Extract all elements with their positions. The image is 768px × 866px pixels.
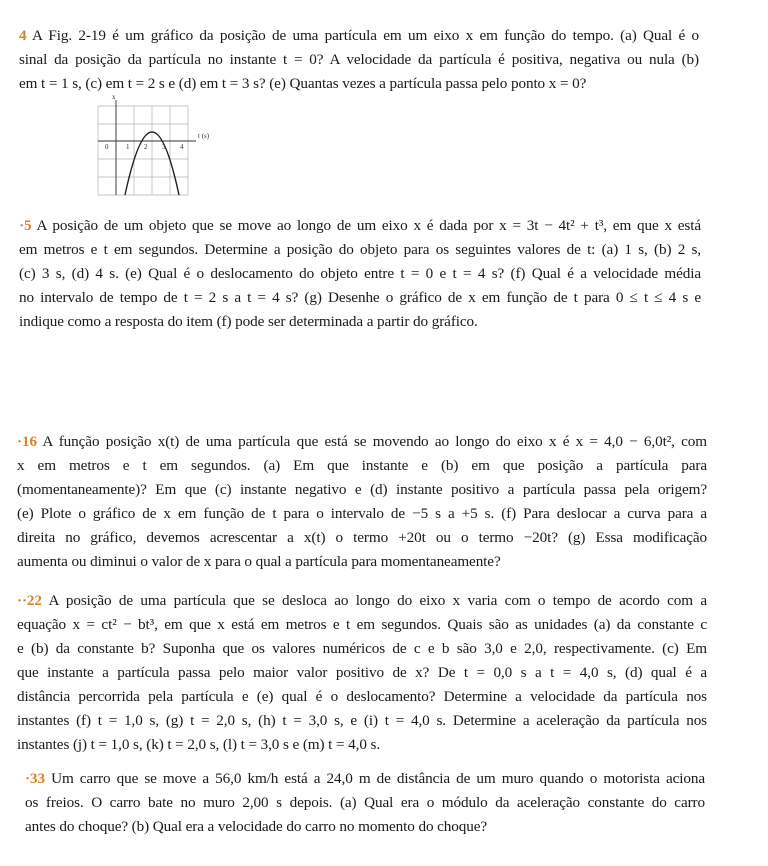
t-axis-label: t (s) — [198, 132, 210, 140]
problem-number: ·5 — [19, 217, 32, 234]
problem-16-line-2: x em metros e t em segundos. (a) Em que instante e (b) em que posição a partícula para — [17, 457, 707, 474]
problem-33 — [25, 767, 705, 839]
problem-22-line-4: que instante a partícula passa pelo maior valor positivo de x? De t = 0,0 s a t = 4,0 s, (d) qual é a — [17, 664, 707, 681]
problem-5 — [19, 214, 701, 334]
problem-16 — [17, 430, 707, 574]
problem-22-line-1: ··22 A posição de uma partícula que se desloca ao longo do eixo x varia com o tempo de acordo com a — [17, 592, 707, 609]
problem-4-line-3: em t = 1 s, (c) em t = 2 s e (d) em t = 3 s? (e) Quantas vezes a partícula passa pelo ponto x = 0? — [19, 75, 587, 92]
problem-22 — [17, 589, 707, 757]
problem-33-line-2: os freios. O carro bate no muro 2,00 s depois. (a) Qual era o módulo da aceleração constante do carro — [25, 794, 705, 811]
problem-5-line-2: em metros e t em segundos. Determine a posição do objeto para os seguintes valores de t: (a) 1 s, (b) 2 s, — [19, 241, 701, 258]
problem-5-line-1: ·5 A posição de um objeto que se move ao longo de um eixo x é dada por x = 3t − 4t² + t³, em que x está — [19, 217, 701, 234]
tick-label-4: 4 — [180, 143, 184, 151]
problem-22-line-6: instantes (f) t = 1,0 s, (g) t = 2,0 s, (h) t = 3,0 s, e (i) t = 4,0 s. Determine a aceleração da partícula nos — [17, 712, 707, 729]
problem-16-line-4: (e) Plote o gráfico de x em função de t para o intervalo de −5 s a +5 s. (f) Para deslocar a curva para a — [17, 505, 707, 522]
problem-5-line-4: no intervalo de tempo de t = 2 s a t = 4 s? (g) Desenhe o gráfico de x em função de t para 0 ≤ t ≤ 4 s e — [19, 289, 701, 306]
tick-label-3: 3 — [162, 143, 166, 151]
tick-label-2: 2 — [144, 143, 148, 151]
problem-16-line-5: direita no gráfico, devemos acrescentar a x(t) o termo +20t ou o termo −20t? (g) Essa modificação — [17, 529, 707, 546]
problem-22-line-7: instantes (j) t = 1,0 s, (k) t = 2,0 s, (l) t = 3,0 s e (m) t = 4,0 s. — [17, 736, 381, 753]
problem-5-line-5: indique como a resposta do item (f) pode ser determinada a partir do gráfico. — [19, 313, 478, 330]
problem-33-line-1: ·33 Um carro que se move a 56,0 km/h está a 24,0 m de distância de um muro quando o motorista aciona — [25, 770, 705, 787]
x-axis-label: x — [112, 93, 116, 101]
tick-label-0: 0 — [105, 143, 109, 151]
problem-16-line-6: aumenta ou diminui o valor de x para o qual a partícula para momentaneamente? — [17, 553, 501, 570]
problem-22-line-5: distância percorrida pela partícula e (e) qual é o deslocamento? Determine a velocidade da partícula nos — [17, 688, 707, 705]
problem-number: ·33 — [25, 770, 45, 787]
problem-4-line-2: sinal da posição da partícula no instante t = 0? A velocidade da partícula é positiva, negativa ou nula (b) — [19, 51, 699, 68]
tick-label-1: 1 — [126, 143, 130, 151]
figure-grid — [98, 106, 188, 195]
problem-4 — [19, 24, 699, 96]
problem-16-line-1: ·16 A função posição x(t) de uma partícula que está se movendo ao longo do eixo x é x = 4,0 − 6,0t², com — [17, 433, 707, 450]
problem-number: 4 — [19, 27, 27, 44]
problem-22-line-2: equação x = ct² − bt³, em que x está em metros e t em segundos. Quais são as unidades (a) da constante c — [17, 616, 707, 633]
problem-16-line-3: (momentaneamente)? Em que (c) instante negativo e (d) instante positivo a partícula passa pela origem? — [17, 481, 707, 498]
figure-2-19 — [92, 92, 232, 202]
problem-number: ·16 — [17, 433, 37, 450]
problem-4-line-1: 4 A Fig. 2-19 é um gráfico da posição de uma partícula em um eixo x em função do tempo. (a) Qual é o — [19, 27, 699, 44]
problem-5-line-3: (c) 3 s, (d) 4 s. (e) Qual é o deslocamento do objeto entre t = 0 e t = 4 s? (f) Qual é a velocidade média — [19, 265, 701, 282]
problem-22-line-3: e (b) da constante b? Suponha que os valores numéricos de c e b são 3,0 e 2,0, respectivamente. (c) Em — [17, 640, 707, 657]
problem-33-line-3: antes do choque? (b) Qual era a velocidade do carro no momento do choque? — [25, 818, 488, 835]
problem-number: ··22 — [17, 592, 42, 609]
